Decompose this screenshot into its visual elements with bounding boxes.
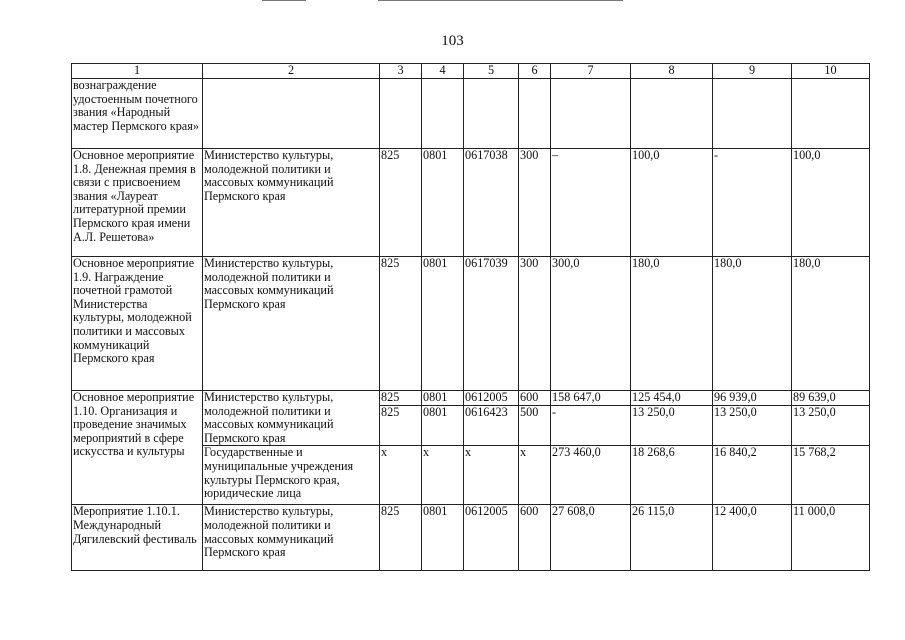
table-row-1-10-1 <box>72 505 870 571</box>
column-number: 3 <box>380 64 422 79</box>
table-row-1-10-a1 <box>72 391 870 406</box>
page-number: 103 <box>441 33 464 49</box>
cell-col5: 0616423 <box>464 406 519 446</box>
cell <box>422 79 464 149</box>
activity-name: Основное мероприятие 1.10. Организация и проведение значимых мероприятий в сфере искусства и культуры <box>72 391 203 505</box>
column-number: 10 <box>792 64 870 79</box>
cell-col10: 89 639,0 <box>792 391 870 406</box>
cell-col3: х <box>380 446 422 505</box>
cell-col8: 125 454,0 <box>631 391 713 406</box>
cell <box>380 79 422 149</box>
cell-col9: 13 250,0 <box>713 406 792 446</box>
cell-col8: 13 250,0 <box>631 406 713 446</box>
cell-col8: 180,0 <box>631 257 713 391</box>
cell-col5: 0612005 <box>464 505 519 571</box>
executor: Министерство культуры, молодежной политики и массовых коммуникаций Пермского края <box>203 391 380 446</box>
cell <box>792 79 870 149</box>
cell-col7: – <box>551 149 631 257</box>
activity-name: Основное мероприятие 1.8. Денежная премия в связи с присвоением звания «Лауреат литературной премии Пермского края имени А.Л. Решетова» <box>72 149 203 257</box>
cell <box>519 79 551 149</box>
cell-col5: 0612005 <box>464 391 519 406</box>
cell-col3: 825 <box>380 391 422 406</box>
top-rule-left <box>262 0 306 1</box>
cell <box>464 79 519 149</box>
executor: Министерство культуры, молодежной политики и массовых коммуникаций Пермского края <box>203 505 380 571</box>
executor: Государственные и муниципальные учреждения культуры Пермского края, юридические лица <box>203 446 380 505</box>
table-row-continuation <box>72 79 870 149</box>
cell-col8: 100,0 <box>631 149 713 257</box>
cell-col9: - <box>713 149 792 257</box>
cell-col10: 13 250,0 <box>792 406 870 446</box>
table-row-1-9 <box>72 257 870 391</box>
column-number: 5 <box>464 64 519 79</box>
cell-col8: 18 268,6 <box>631 446 713 505</box>
cell-col5: 0617039 <box>464 257 519 391</box>
cell-col3: 825 <box>380 257 422 391</box>
cell-col6: 500 <box>519 406 551 446</box>
activity-name: Основное мероприятие 1.9. Награждение почетной грамотой Министерства культуры, молодежной политики и массовых коммуникаций Пермского края <box>72 257 203 391</box>
column-number: 8 <box>631 64 713 79</box>
cell-col7: 300,0 <box>551 257 631 391</box>
cell-col9: 12 400,0 <box>713 505 792 571</box>
top-rule-right <box>378 0 623 1</box>
cell-col4: 0801 <box>422 149 464 257</box>
executor-cell <box>203 79 380 149</box>
cell <box>713 79 792 149</box>
cell-col3: 825 <box>380 149 422 257</box>
executor: Министерство культуры, молодежной политики и массовых коммуникаций Пермского края <box>203 257 380 391</box>
executor: Министерство культуры, молодежной политики и массовых коммуникаций Пермского края <box>203 149 380 257</box>
cell-col5: х <box>464 446 519 505</box>
cell <box>631 79 713 149</box>
column-number: 2 <box>203 64 380 79</box>
column-number: 4 <box>422 64 464 79</box>
budget-table <box>71 63 870 571</box>
activity-name: Мероприятие 1.10.1. Международный Дягилевский фестиваль <box>72 505 203 571</box>
cell-col10: 100,0 <box>792 149 870 257</box>
table-row-1-8 <box>72 149 870 257</box>
cell-col5: 0617038 <box>464 149 519 257</box>
cell-col3: 825 <box>380 505 422 571</box>
cell-col6: 600 <box>519 391 551 406</box>
column-number: 1 <box>72 64 203 79</box>
column-number: 6 <box>519 64 551 79</box>
cell-col6: 300 <box>519 257 551 391</box>
column-number: 9 <box>713 64 792 79</box>
cell-col9: 180,0 <box>713 257 792 391</box>
cell <box>551 79 631 149</box>
cell-col10: 180,0 <box>792 257 870 391</box>
column-number-row <box>72 64 870 79</box>
cell-col9: 96 939,0 <box>713 391 792 406</box>
cell-col4: 0801 <box>422 257 464 391</box>
activity-name: вознаграждение удостоенным почетного звания «Народный мастер Пермского края» <box>72 79 203 149</box>
cell-col7: 27 608,0 <box>551 505 631 571</box>
cell-col10: 11 000,0 <box>792 505 870 571</box>
cell-col10: 15 768,2 <box>792 446 870 505</box>
cell-col7: 158 647,0 <box>551 391 631 406</box>
cell-col8: 26 115,0 <box>631 505 713 571</box>
cell-col9: 16 840,2 <box>713 446 792 505</box>
cell-col4: х <box>422 446 464 505</box>
cell-col3: 825 <box>380 406 422 446</box>
column-number: 7 <box>551 64 631 79</box>
cell-col7: - <box>551 406 631 446</box>
cell-col6: 300 <box>519 149 551 257</box>
cell-col6: х <box>519 446 551 505</box>
cell-col4: 0801 <box>422 406 464 446</box>
cell-col6: 600 <box>519 505 551 571</box>
cell-col7: 273 460,0 <box>551 446 631 505</box>
cell-col4: 0801 <box>422 391 464 406</box>
cell-col4: 0801 <box>422 505 464 571</box>
